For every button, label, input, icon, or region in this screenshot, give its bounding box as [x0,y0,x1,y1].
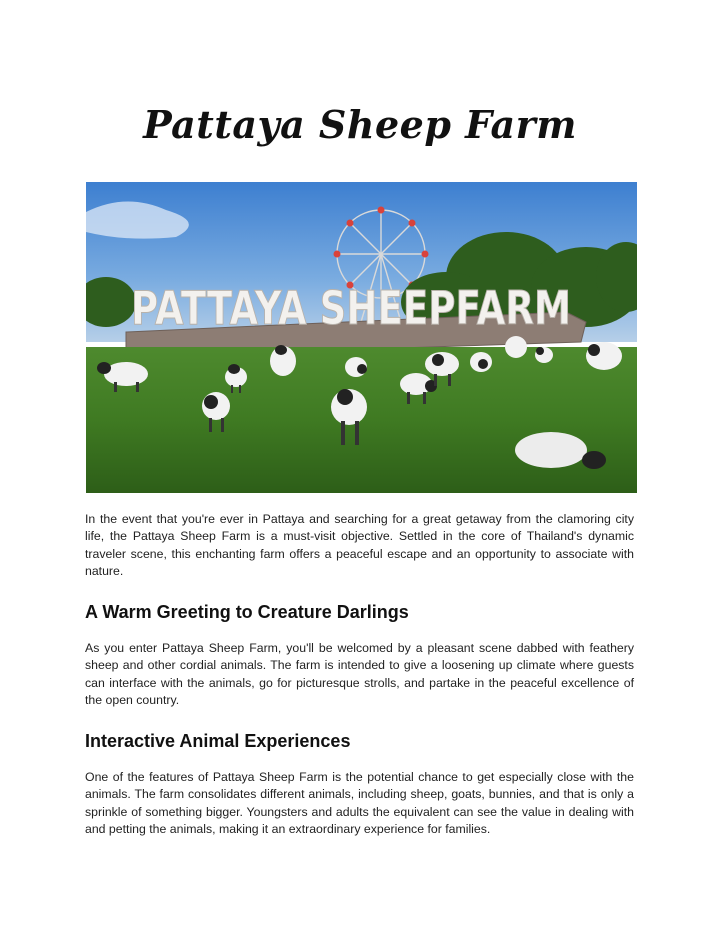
page-title: Pattaya Sheep Farm [143,102,577,147]
hero-photo [86,182,637,493]
farm-sign: PATTAYA SHEEPFARM [131,281,571,335]
section-heading-greeting: A Warm Greeting to Creature Darlings [85,602,409,622]
intro-paragraph: In the event that you're ever in Pattaya and searching for a great getaway from the clamoring city life, the Pattaya Sheep Farm is a must-visit objective. Settled in the core of Thailand's dynamic traveler scene, this enchanting farm offers a peaceful escape and an opportunity to associate with nature. [85,512,634,579]
section-heading-interactive: Interactive Animal Experiences [85,731,351,751]
section-body-greeting: As you enter Pattaya Sheep Farm, you'll be welcomed by a pleasant scene dabbed with feathery sheep and other cordial animals. The farm is intended to give a loosening up climate where guests can interface with the animals, go for picturesque strolls, and partake in the peaceful excellence of the open country. [85,641,634,708]
sheep-farm-illustration [86,182,637,493]
section-body-interactive: One of the features of Pattaya Sheep Farm is the potential chance to get especially close with the animals. The farm consolidates different animals, including sheep, goats, bunnies, and that is only a sprinkle of something bigger. Youngsters and adults the equivalent can see the value in dealing with and petting the animals, making it an extraordinary experience for families. [85,770,634,837]
